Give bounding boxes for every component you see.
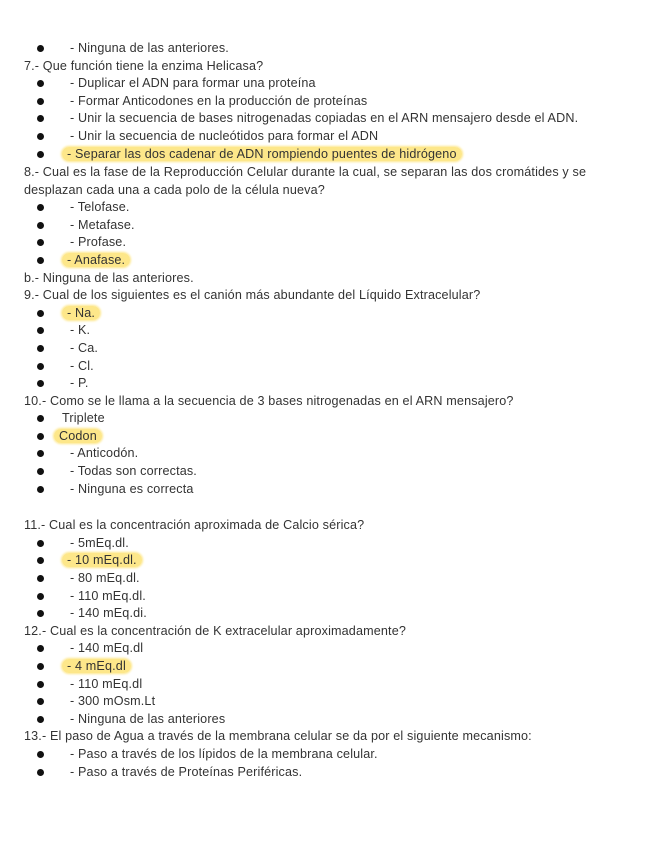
answer-option xyxy=(0,128,655,146)
bullet-icon xyxy=(37,575,44,582)
bullet-icon xyxy=(37,204,44,211)
question-text: 7.- Que función tiene la enzima Helicasa? xyxy=(24,58,264,73)
answer-option xyxy=(0,693,655,711)
answer-option xyxy=(0,445,655,463)
answer-option xyxy=(0,234,655,252)
answer-text: - Ninguna es correcta xyxy=(70,481,194,496)
answer-option xyxy=(0,217,655,235)
answer-option xyxy=(0,252,655,270)
bullet-icon xyxy=(37,222,44,229)
bullet-icon xyxy=(37,239,44,246)
bullet-icon xyxy=(37,327,44,334)
bullet-icon xyxy=(37,45,44,52)
question-text: b.- Ninguna de las anteriores. xyxy=(24,270,194,285)
answer-option xyxy=(0,410,655,428)
bullet-icon xyxy=(37,486,44,493)
bullet-icon xyxy=(37,610,44,617)
answer-text: - Paso a través de los lípidos de la membrana celular. xyxy=(70,746,378,761)
answer-option xyxy=(0,711,655,729)
answer-option xyxy=(0,358,655,376)
answer-text: - 5mEq.dl. xyxy=(70,535,129,550)
bullet-icon xyxy=(37,593,44,600)
answer-option xyxy=(0,340,655,358)
bullet-icon xyxy=(37,133,44,140)
answer-option xyxy=(0,746,655,764)
bullet-icon xyxy=(37,557,44,564)
bullet-icon xyxy=(37,345,44,352)
answer-option xyxy=(0,481,655,499)
bullet-icon xyxy=(37,681,44,688)
bullet-icon xyxy=(37,80,44,87)
answer-text: - Profase. xyxy=(70,235,127,250)
answer-option xyxy=(0,40,655,58)
highlighted-answer-text: - Separar las dos cadenar de ADN rompiendo puentes de hidrógeno xyxy=(62,147,462,161)
answer-text: - Anticodón. xyxy=(70,446,139,461)
answer-option xyxy=(0,322,655,340)
answer-text: - Ninguna de las anteriores. xyxy=(70,41,229,55)
answer-option xyxy=(0,428,655,446)
answer-text: - 80 mEq.dl. xyxy=(70,571,140,586)
question-text: 10.- Como se le llama a la secuencia de 3 bases nitrogenadas en el ARN mensajero? xyxy=(24,393,514,408)
answer-option xyxy=(0,375,655,393)
answer-text: - K. xyxy=(70,323,91,338)
bullet-icon xyxy=(37,698,44,705)
question-text: 9.- Cual de los siguientes es el canión más abundante del Líquido Extracelular? xyxy=(24,288,481,303)
answer-text: - Formar Anticodones en la producción de proteínas xyxy=(70,93,368,108)
bullet-icon xyxy=(37,380,44,387)
bullet-icon xyxy=(37,450,44,457)
bullet-icon xyxy=(37,645,44,652)
bullet-icon xyxy=(37,115,44,122)
highlighted-answer-text: Codon xyxy=(54,429,102,443)
question-text: 11.- Cual es la concentración aproximada de Calcio sérica? xyxy=(24,518,365,533)
highlighted-answer-text: - 10 mEq.dl. xyxy=(62,553,142,567)
bullet-icon xyxy=(37,257,44,264)
answer-option xyxy=(0,305,655,323)
answer-text: - Cl. xyxy=(70,358,94,373)
bullet-icon xyxy=(37,98,44,105)
highlighted-answer-text: - 4 mEq.dl xyxy=(62,659,131,673)
answer-option xyxy=(0,463,655,481)
answer-option xyxy=(0,764,655,782)
bullet-icon xyxy=(37,716,44,723)
answer-text: - Telofase. xyxy=(70,200,130,215)
answer-option xyxy=(0,640,655,658)
answer-text: - 140 mEq.di. xyxy=(70,606,147,621)
answer-option xyxy=(0,93,655,111)
answer-text: Triplete xyxy=(62,411,105,426)
answer-text: - Duplicar el ADN para formar una proteína xyxy=(70,76,316,91)
answer-text: - Ca. xyxy=(70,340,99,355)
bullet-icon xyxy=(37,769,44,776)
answer-text: - Ninguna de las anteriores xyxy=(70,711,226,726)
answer-option xyxy=(0,535,655,553)
bullet-icon xyxy=(37,433,44,440)
answer-option xyxy=(0,199,655,217)
question-text: 12.- Cual es la concentración de K extracelular aproximadamente? xyxy=(24,623,407,638)
bullet-icon xyxy=(37,663,44,670)
answer-option xyxy=(0,605,655,623)
answer-text: - Unir la secuencia de nucleótidos para formar el ADN xyxy=(70,128,379,143)
answer-text: - 140 mEq.dl xyxy=(70,641,144,656)
answer-option xyxy=(0,570,655,588)
answer-option xyxy=(0,676,655,694)
bullet-icon xyxy=(37,310,44,317)
question-text: 8.- Cual es la fase de la Reproducción Celular durante la cual, se separan las dos cromátides y se desplazan cada una a cada polo de la célula nueva? xyxy=(24,165,587,198)
answer-text: - Todas son correctas. xyxy=(70,464,197,479)
answer-text: - Unir la secuencia de bases nitrogenadas copiadas en el ARN mensajero desde el ADN. xyxy=(70,111,579,126)
bullet-icon xyxy=(37,468,44,475)
answer-option xyxy=(0,75,655,93)
bullet-icon xyxy=(37,363,44,370)
highlighted-answer-text: - Na. xyxy=(62,306,100,320)
answer-text: - Paso a través de Proteínas Periféricas. xyxy=(70,764,303,779)
answer-text: - 300 mOsm.Lt xyxy=(70,694,156,709)
answer-text: - 110 mEq.dl xyxy=(70,676,143,691)
answer-text: - Metafase. xyxy=(70,217,135,232)
answer-option xyxy=(0,552,655,570)
answer-option xyxy=(0,658,655,676)
document-body xyxy=(0,40,655,781)
answer-text: - P. xyxy=(70,376,89,391)
answer-text: - 110 mEq.dl. xyxy=(70,588,146,603)
bullet-icon xyxy=(37,151,44,158)
answer-option xyxy=(0,588,655,606)
answer-option xyxy=(0,110,655,128)
bullet-icon xyxy=(37,415,44,422)
question-text: 13.- El paso de Agua a través de la membrana celular se da por el siguiente mecanismo: xyxy=(24,729,532,744)
answer-option xyxy=(0,146,655,164)
bullet-icon xyxy=(37,751,44,758)
highlighted-answer-text: - Anafase. xyxy=(62,253,130,267)
bullet-icon xyxy=(37,540,44,547)
